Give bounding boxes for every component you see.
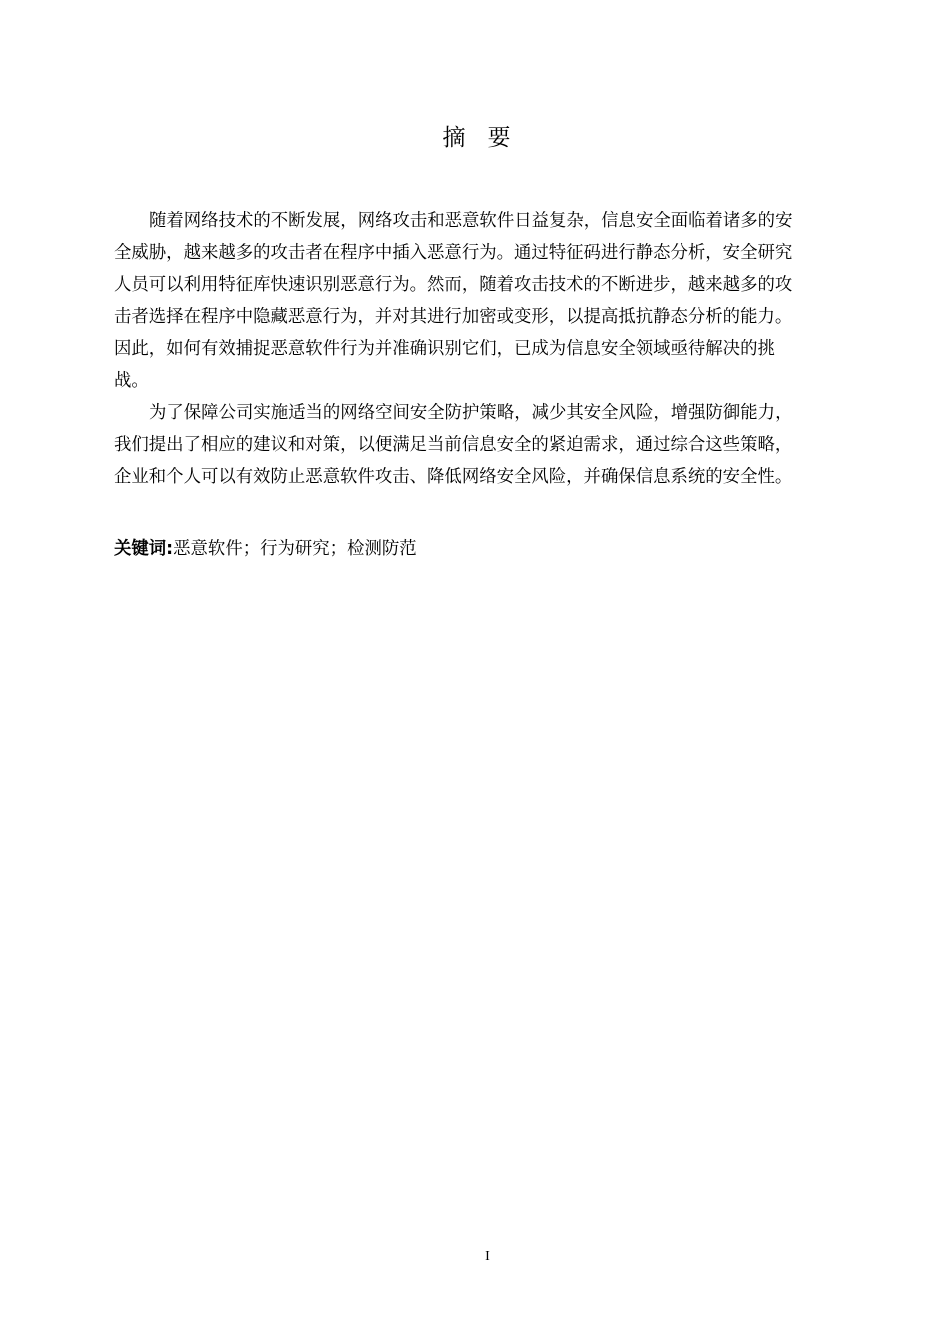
paragraph-line: 战。 xyxy=(114,371,149,391)
paragraph-line: 我们提出了相应的建议和对策，以便满足当前信息安全的紧迫需求，通过综合这些策略， xyxy=(114,435,793,455)
paragraph-line: 全威胁，越来越多的攻击者在程序中插入恶意行为。通过特征码进行静态分析，安全研究 xyxy=(114,243,793,263)
keywords-line xyxy=(114,535,417,563)
paragraph-line: 企业和个人可以有效防止恶意软件攻击、降低网络安全风险，并确保信息系统的安全性。 xyxy=(114,467,793,487)
paragraph-line: 为了保障公司实施适当的网络空间安全防护策略，减少其安全风险，增强防御能力， xyxy=(149,403,793,423)
abstract-paragraph-1 xyxy=(114,205,862,397)
abstract-title: 摘要 xyxy=(442,125,533,151)
paragraph-line: 因此，如何有效捕捉恶意软件行为并准确识别它们，已成为信息安全领域亟待解决的挑 xyxy=(114,339,775,359)
paragraph-line: 击者选择在程序中隐藏恶意行为，并对其进行加密或变形，以提高抵抗静态分析的能力。 xyxy=(114,307,793,327)
abstract-paragraph-2 xyxy=(114,397,862,493)
keywords-label: 关键词: xyxy=(114,539,174,559)
paragraph-line: 随着网络技术的不断发展，网络攻击和恶意软件日益复杂，信息安全面临着诸多的安 xyxy=(149,211,793,231)
paragraph-line: 人员可以利用特征库快速识别恶意行为。然而，随着攻击技术的不断进步，越来越多的攻 xyxy=(114,275,793,295)
keywords-value: 恶意软件；行为研究；检测防范 xyxy=(173,539,417,559)
page-number: I xyxy=(485,1249,490,1264)
abstract-body xyxy=(114,205,862,493)
